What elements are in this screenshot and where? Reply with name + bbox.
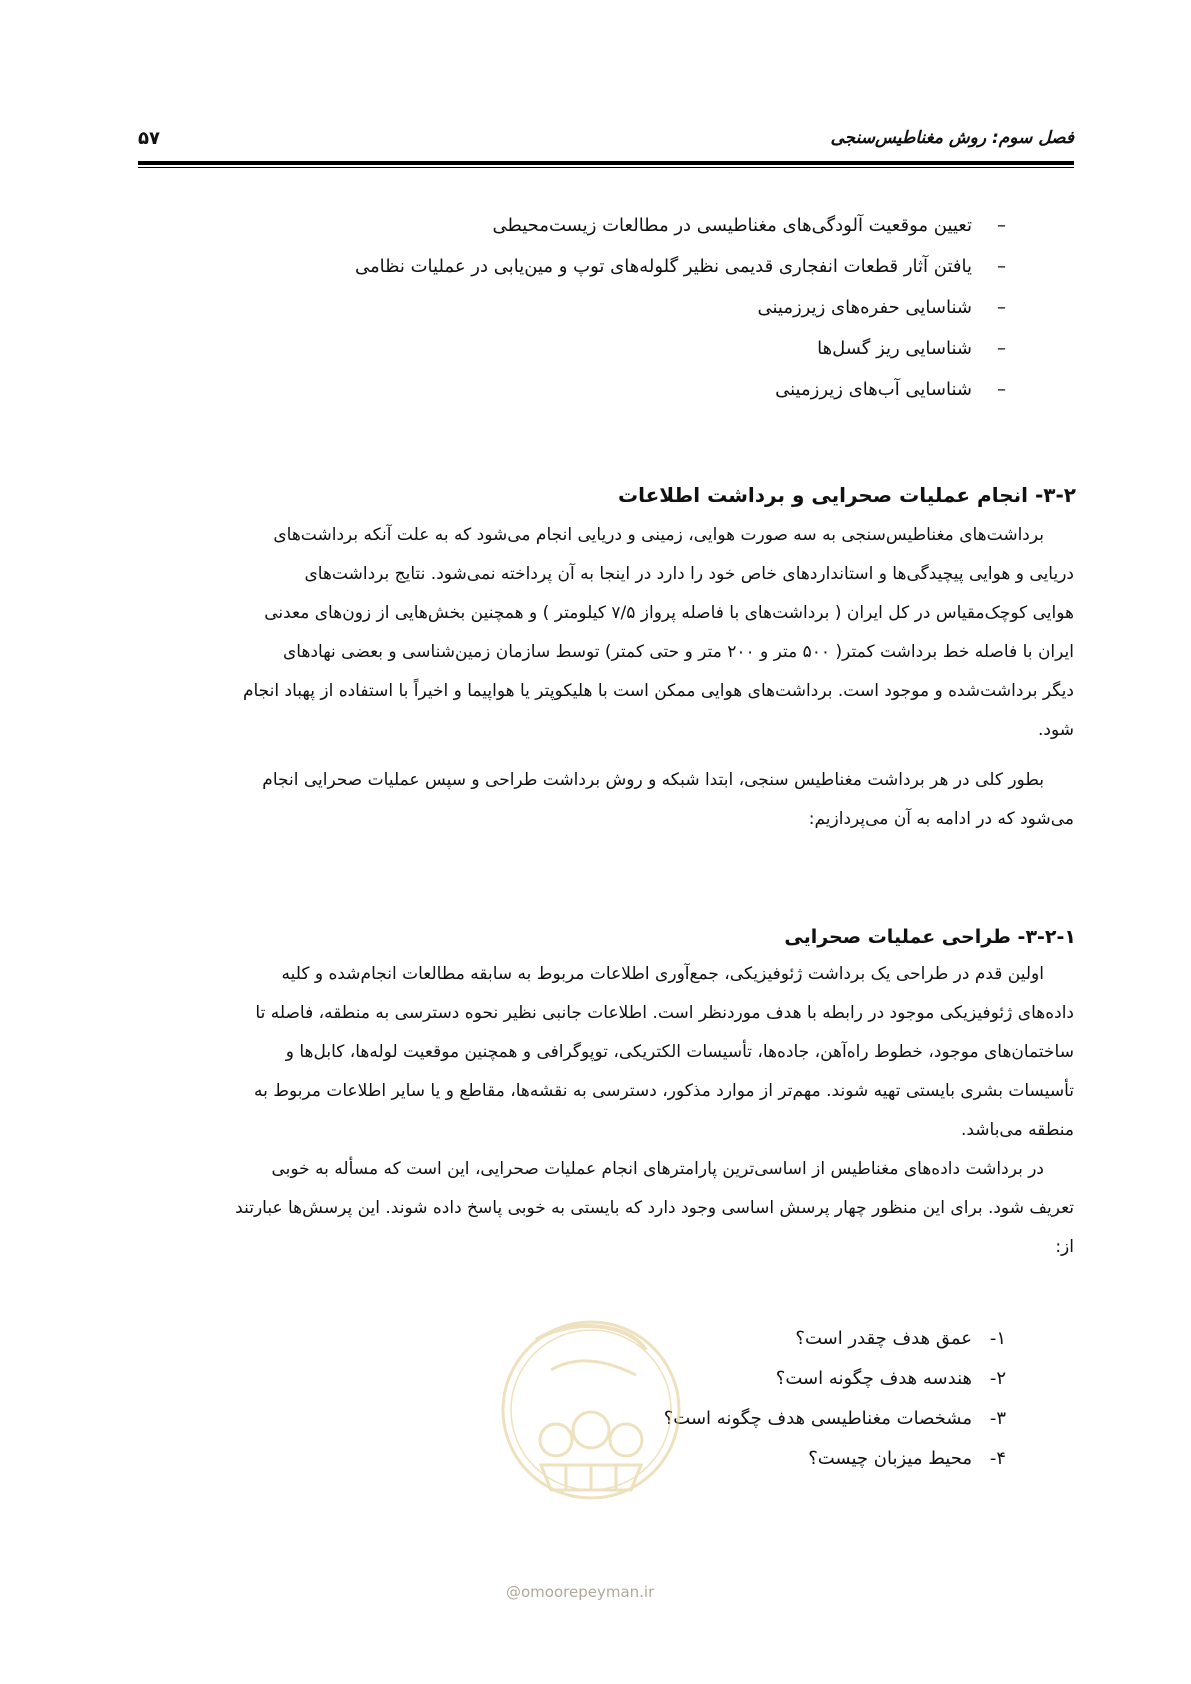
- list-number: ۱-: [989, 1328, 1006, 1349]
- bullet-marker: –: [997, 338, 1006, 359]
- text-line: ایران با فاصله خط برداشت کمتر( ۵۰۰ متر و ۲۰۰ متر و حتی کمتر) توسط سازمان زمین‌شناسی و بعضی نهادهای: [283, 642, 1074, 662]
- text-line: ساختمان‌های موجود، خطوط راه‌آهن، جاده‌ها، تأسیسات الکتریکی، توپوگرافی و همچنین موقعیت لوله‌ها، کابل‌ها و: [285, 1042, 1074, 1062]
- text-line: هوایی کوچک‌مقیاس در کل ایران ( برداشت‌های با فاصله پرواز ۷/۵ کیلومتر ) و همچنین بخش‌هایی از زون‌های معدنی: [264, 603, 1074, 623]
- list-item-text: محیط میزبان چیست؟: [808, 1448, 972, 1469]
- list-item-text: عمق هدف چقدر است؟: [795, 1328, 972, 1349]
- watermark-url: @omoorepeyman.ir: [506, 1583, 655, 1601]
- text-line: در برداشت داده‌های مغناطیس از اساسی‌ترین پارامترهای انجام عملیات صحرایی، این است که مسأله به خوبی: [271, 1159, 1044, 1179]
- list-number: ۳-: [989, 1408, 1006, 1429]
- text-line: دیگر برداشت‌شده و موجود است. برداشت‌های هوایی ممکن است با هلیکوپتر یا هواپیما و اخیراً با استفاده از پهباد انجام: [242, 681, 1074, 701]
- list-number: ۲-: [989, 1368, 1006, 1389]
- question-list: [664, 1329, 1006, 1489]
- section-heading: ۳-۲- انجام عملیات صحرایی و برداشت اطلاعات: [617, 483, 1076, 507]
- list-item-text: تعیین موقعیت آلودگی‌های مغناطیسی در مطالعات زیست‌محیطی: [492, 215, 972, 236]
- list-item-text: مشخصات مغناطیسی هدف چگونه است؟: [663, 1408, 972, 1429]
- text-line: می‌شود که در ادامه به آن می‌پردازیم:: [808, 809, 1074, 829]
- list-item-text: شناسایی حفره‌های زیرزمینی: [757, 297, 972, 318]
- list-item: [664, 1369, 1006, 1389]
- section-paragraph-2: [138, 761, 1074, 839]
- text-line: تأسیسات بشری بایستی تهیه شوند. مهم‌تر از موارد مذکور، دسترسی به نقشه‌ها، مقاطع و یا سایر اطلاعات مربوط به: [253, 1081, 1074, 1101]
- text-line: شود.: [1037, 720, 1074, 740]
- list-item-text: هندسه هدف چگونه است؟: [775, 1368, 972, 1389]
- section-paragraph-1: [138, 516, 1074, 750]
- text-line: برداشت‌های مغناطیس‌سنجی به سه صورت هوایی، زمینی و دریایی انجام می‌شود که به علت آنکه برداشت‌های: [273, 525, 1044, 545]
- list-item-text: یافتن آثار قطعات انفجاری قدیمی نظیر گلوله‌های توپ و مین‌یابی در عملیات نظامی: [354, 256, 972, 277]
- page-number: ۵۷: [138, 128, 160, 149]
- text-line: داده‌های ژئوفیزیکی موجود در رابطه با هدف موردنظر است. اطلاعات جانبی نظیر نحوه دسترسی به منطقه، فاصله تا: [255, 1003, 1074, 1023]
- list-item: [355, 339, 1006, 359]
- text-line: اولین قدم در طراحی یک برداشت ژئوفیزیکی، جمع‌آوری اطلاعات مربوط به سابقه مطالعات انجام‌شده و کلیه: [281, 964, 1044, 984]
- bullet-marker: –: [997, 256, 1006, 277]
- list-item: [355, 380, 1006, 400]
- list-item: [355, 298, 1006, 318]
- bullet-marker: –: [997, 379, 1006, 400]
- list-item: [355, 257, 1006, 277]
- text-line: دریایی و هوایی پیچیدگی‌ها و استانداردهای خاص خود را دارد در اینجا به آن پرداخته نمی‌شود. نتایج برداشت‌های: [304, 564, 1074, 584]
- chapter-title: فصل سوم: روش مغناطیس‌سنجی: [830, 128, 1074, 148]
- list-item-text: شناسایی آب‌های زیرزمینی: [775, 379, 972, 400]
- subsection-paragraph-1: [138, 916, 1074, 1150]
- page-header: [138, 128, 1074, 158]
- text-line: منطقه می‌باشد.: [960, 1120, 1074, 1140]
- header-rule-thick: [138, 161, 1074, 165]
- header-rule-thin: [138, 167, 1074, 168]
- list-item: [664, 1329, 1006, 1349]
- subsection-heading: ۳-۲-۱- طراحی عملیات صحرایی: [784, 926, 1076, 948]
- list-item: [355, 216, 1006, 236]
- list-item: [664, 1449, 1006, 1469]
- subsection-paragraph-2: [138, 1150, 1074, 1267]
- text-line: بطور کلی در هر برداشت مغناطیس سنجی، ابتدا شبکه و روش برداشت طراحی و سپس عملیات صحرایی انجام: [262, 770, 1044, 790]
- text-line: از:: [1055, 1237, 1074, 1257]
- list-number: ۴-: [989, 1448, 1006, 1469]
- list-item-text: شناسایی ریز گسل‌ها: [817, 338, 972, 359]
- watermark-seal: [496, 1300, 686, 1560]
- bullet-marker: –: [997, 215, 1006, 236]
- list-item: [664, 1409, 1006, 1429]
- bullet-marker: –: [997, 297, 1006, 318]
- text-line: تعریف شود. برای این منظور چهار پرسش اساسی وجود دارد که بایستی به خوبی پاسخ داده شوند. این پرسش‌ها عبارتند: [235, 1198, 1074, 1218]
- bullet-list: [355, 216, 1006, 421]
